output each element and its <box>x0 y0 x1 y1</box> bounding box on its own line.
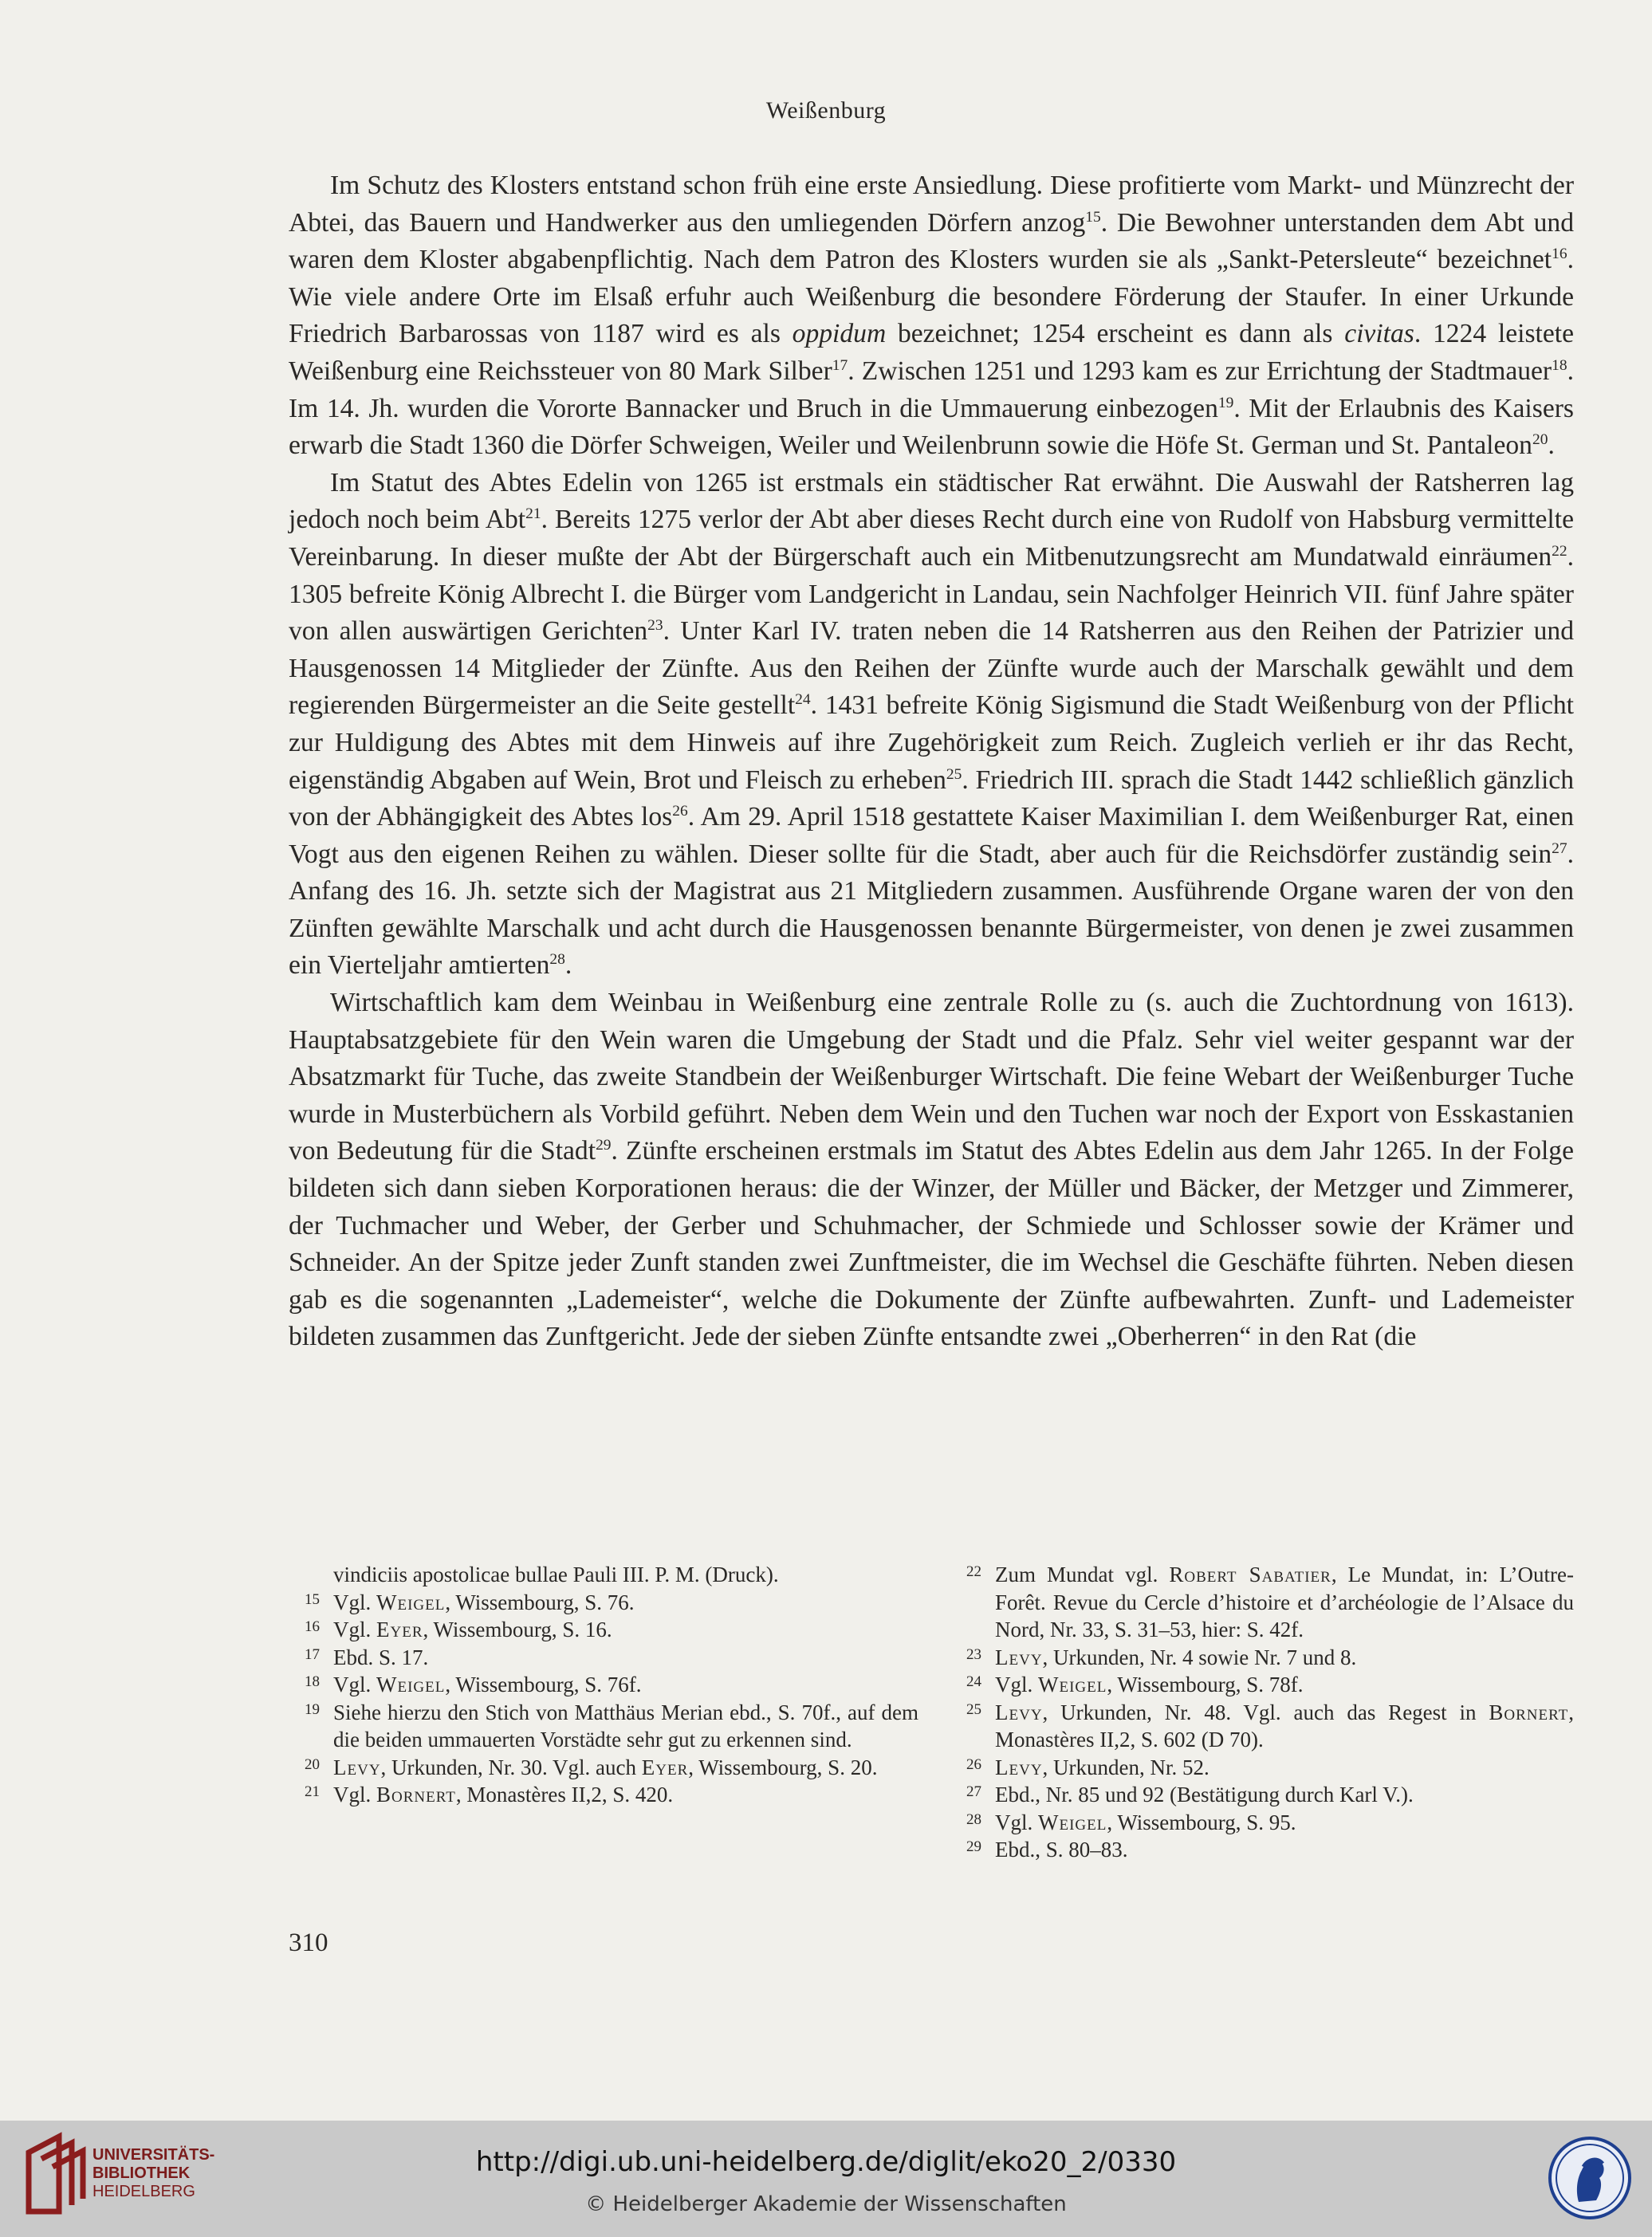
text-run: , Wissembourg, S. 76. <box>445 1590 635 1614</box>
footnote-number: 17 <box>305 1645 320 1663</box>
text-run: Ebd., S. 80–83. <box>995 1838 1128 1862</box>
text-run: vindiciis apostolicae bullae Pauli III. P. M. (Druck). <box>333 1563 779 1586</box>
author-name: Weigel <box>1038 1673 1107 1696</box>
text-run: . Wie viele andere Orte im Elsaß erfuhr auch Weißenburg die besondere Förderung der Staufer. In einer Urkunde Friedrich Barbarossas von 1187 wird es als <box>289 245 1574 349</box>
footnote-ref: 29 <box>596 1137 612 1154</box>
footnote <box>968 1561 1574 1644</box>
copyright-notice: © Heidelberger Akademie der Wissenschaften <box>585 2192 1067 2216</box>
text-run: Ebd. S. 17. <box>333 1645 429 1669</box>
author-name: Weigel <box>376 1673 446 1696</box>
text-run: Vgl. <box>995 1673 1038 1696</box>
footnote <box>306 1754 918 1782</box>
paragraph <box>289 985 1574 1356</box>
body-text <box>289 167 1574 1356</box>
text-run: Ebd., Nr. 85 und 92 (Bestätigung durch Karl V.). <box>995 1783 1414 1807</box>
text-run: Zum Mundat vgl. <box>995 1563 1170 1586</box>
author-name: Eyer <box>641 1755 689 1779</box>
text-run: . Mit der Erlaubnis des Kaisers erwarb die Stadt 1360 die Dörfer Schweigen, Weiler und Weilenbrunn sowie die Höfe St. German und St. Pantaleon <box>289 393 1574 461</box>
footnote-ref: 28 <box>549 951 565 969</box>
italic-term: civitas <box>1344 319 1414 349</box>
footnotes-left <box>306 1561 918 1809</box>
text-run: Siehe hierzu den Stich von Matthäus Merian ebd., S. 70f., auf dem die beiden ummauerten Vorstädte sehr gut zu erkennen sind. <box>333 1700 918 1751</box>
italic-term: oppidum <box>792 319 887 349</box>
text-run: . <box>564 950 572 981</box>
footnote <box>306 1699 918 1754</box>
footnote-number: 22 <box>966 1563 981 1580</box>
footnote-ref: 26 <box>672 802 688 820</box>
footnote <box>968 1809 1574 1837</box>
author-name: Levy <box>995 1700 1043 1724</box>
text-run: . <box>1548 430 1555 461</box>
text-run: , Urkunden, Nr. 30. Vgl. auch <box>380 1755 642 1779</box>
author-name: Weigel <box>1038 1810 1107 1834</box>
text-run: , Wissembourg, S. 95. <box>1107 1810 1296 1834</box>
paragraph <box>289 465 1574 985</box>
text-run: . Die Bewohner unterstanden dem Abt und waren dem Kloster abgabenpflichtig. Nach dem Patron des Klosters wurden sie als „Sankt-Petersleute“ bezeichnet <box>289 207 1574 275</box>
text-run: Vgl. <box>995 1810 1038 1834</box>
footnote-ref: 17 <box>832 356 848 374</box>
footnote-ref: 25 <box>946 765 962 783</box>
footnote-ref: 21 <box>525 505 541 523</box>
footnote-number: 16 <box>305 1618 320 1635</box>
footnote <box>968 1754 1574 1782</box>
page-number: 310 <box>289 1928 328 1957</box>
author-name: Robert Sabatier <box>1169 1563 1331 1586</box>
footnote-number: 28 <box>966 1810 981 1828</box>
footnote-ref: 23 <box>647 616 663 634</box>
footnote <box>968 1699 1574 1754</box>
footnote-ref: 15 <box>1085 208 1101 226</box>
paragraph <box>289 167 1574 465</box>
text-run: . Anfang des 16. Jh. setzte sich der Magistrat aus 21 Mitgliedern zusammen. Ausführende Organe waren der von den Zünften gewählte Marschalk und acht durch die Hausgenossen benannte Bürgermeister, von denen je zwei zusammen ein Vierteljahr amtierten <box>289 839 1574 981</box>
author-name: Bornert <box>376 1783 456 1807</box>
text-run: Wirtschaftlich kam dem Weinbau in Weißenburg eine zentrale Rolle zu (s. auch die Zuchtordnung von 1613). Hauptabsatzgebiete für den Wein waren die Umgebung der Stadt und die Pfalz. Sehr viel weiter gespannt war der Absatzmarkt für Tuche, das zweite Standbein der Weißenburger Wirtschaft. Die feine Webart der Weißenburger Tuche wurde in Musterbüchern als Vorbild geführt. Neben dem Wein und den Tuchen war noch der Export von Esskastanien von Bedeutung für die Stadt <box>289 988 1574 1166</box>
footnote-number: 21 <box>305 1783 320 1800</box>
text-run: , Wissembourg, S. 20. <box>688 1755 878 1779</box>
footnote-number: 24 <box>966 1673 981 1690</box>
footnote <box>306 1671 918 1699</box>
footnote-ref: 27 <box>1552 839 1567 857</box>
text-run: Im Schutz des Klosters entstand schon früh eine erste Ansiedlung. Diese profitierte vom Markt- und Münzrecht der Abtei, das Bauern und Handwerker aus den umliegenden Dörfern anzog <box>289 171 1574 238</box>
digitization-footer <box>0 2121 1652 2237</box>
footnote <box>306 1616 918 1644</box>
footnote-ref: 18 <box>1552 356 1567 374</box>
author-name: Levy <box>333 1755 381 1779</box>
author-name: Levy <box>995 1755 1043 1779</box>
text-run: Im Statut des Abtes Edelin von 1265 ist erstmals ein städtischer Rat erwähnt. Die Auswahl der Ratsherren lag jedoch noch beim Abt <box>289 467 1574 535</box>
text-run: , Le Mundat, in: L’Outre-Forêt. Revue du Cercle d’histoire et d’archéologie de l’Alsace du Nord, Nr. 33, S. 31–53, hier: S. 42f. <box>995 1563 1574 1641</box>
text-run: Vgl. <box>333 1590 376 1614</box>
text-run: , Urkunden, Nr. 48. Vgl. auch das Regest in <box>1042 1700 1489 1724</box>
author-name: Eyer <box>376 1618 423 1641</box>
university-line: HEIDELBERG <box>92 2183 195 2200</box>
footnote-number: 18 <box>305 1673 320 1690</box>
footnotes-right <box>968 1561 1574 1864</box>
footnote <box>968 1836 1574 1864</box>
footnote-ref: 16 <box>1552 246 1567 262</box>
university-line: UNIVERSITÄTS- <box>92 2146 215 2164</box>
text-run: . Friedrich III. sprach die Stadt 1442 schließlich gänzlich von der Abhängigkeit des Abtes los <box>289 765 1574 832</box>
running-head: Weißenburg <box>765 97 887 124</box>
footnote-number: 20 <box>305 1755 320 1773</box>
text-run: Vgl. <box>333 1618 376 1641</box>
footnote-number: 27 <box>966 1783 981 1800</box>
footnote <box>968 1644 1574 1672</box>
footnote-number: 26 <box>966 1755 981 1773</box>
text-run: , Monastères II,2, S. 420. <box>455 1783 674 1807</box>
text-run: . 1431 befreite König Sigismund die Stadt Weißenburg von der Pflicht zur Huldigung des Abtes mit dem Hinweis auf ihre Zugehörigkeit zum Reich. Zugleich verlieh er ihr das Recht, eigenständig Abgaben auf Wein, Brot und Fleisch zu erheben <box>289 690 1574 795</box>
footnote-ref: 20 <box>1532 430 1548 448</box>
text-run: , Wissembourg, S. 76f. <box>445 1673 642 1696</box>
footnote-number: 19 <box>305 1700 320 1718</box>
text-run: . Bereits 1275 verlor der Abt aber dieses Recht durch eine von Rudolf von Habsburg vermittelte Vereinbarung. In dieser mußte der Abt der Bürgerschaft auch ein Mitbenutzungsrecht am Mundatwald einräumen <box>289 505 1574 572</box>
text-run: , Wissembourg, S. 16. <box>423 1618 612 1641</box>
footnote-number: 25 <box>966 1700 981 1718</box>
footnote-ref: 22 <box>1552 542 1567 560</box>
text-run: Vgl. <box>333 1673 376 1696</box>
footnote-number: 23 <box>966 1645 981 1663</box>
footnote <box>306 1781 918 1809</box>
footnote <box>968 1781 1574 1809</box>
footnote-ref: 19 <box>1217 394 1234 411</box>
text-run: . Zünfte erscheinen erstmals im Statut des Abtes Edelin aus dem Jahr 1265. In der Folge bildeten sich dann sieben Korporationen heraus: die der Winzer, der Müller und Bäcker, der Metzger und Zimmerer, der Tuchmacher und Weber, der Gerber und Schuhmacher, der Schmiede und Schlosser sowie der Krämer und Schneider. An der Spitze jeder Zunft standen zwei Zunftmeister, die im Wechsel die Geschäfte führten. Neben diesen gab es die sogenannten „Lademeister“, welche die Dokumente der Zünfte aufbewahrten. Zunft- und Lademeister bildeten zusammen das Zunftgericht. Jede der sieben Zünfte entsandte zwei „Oberherren“ in den Rat (die <box>289 1136 1575 1352</box>
author-name: Levy <box>995 1645 1043 1669</box>
text-run: . Am 29. April 1518 gestattete Kaiser Maximilian I. dem Weißenburger Rat, einen Vogt aus den eigenen Reihen zu wählen. Dieser sollte für die Stadt, aber auch für die Reichsdörfer zuständig sein <box>289 802 1574 869</box>
academy-seal-icon <box>1547 2135 1633 2221</box>
text-run: bezeichnet; 1254 erscheint es dann als <box>886 319 1345 349</box>
university-line: BIBLIOTHEK <box>92 2164 191 2182</box>
text-run: , Wissembourg, S. 78f. <box>1107 1673 1304 1696</box>
source-url-link[interactable]: http://digi.ub.uni-heidelberg.de/diglit/eko20_2/0330 <box>475 2146 1177 2178</box>
text-run: . Unter Karl IV. traten neben die 14 Ratsherren aus den Reihen der Patrizier und Hausgenossen 14 Mitglieder der Zünfte. Aus den Reihen der Zünfte wurde auch der Marschalk gewählt und dem regierenden Bürgermeister an die Seite gestellt <box>289 616 1574 721</box>
footnote <box>306 1644 918 1672</box>
footnote <box>968 1671 1574 1699</box>
footnote-number: 15 <box>305 1590 320 1608</box>
author-name: Bornert <box>1489 1700 1569 1724</box>
text-run: Vgl. <box>333 1783 376 1807</box>
text-run: , Urkunden, Nr. 52. <box>1042 1755 1210 1779</box>
footnote <box>306 1561 918 1589</box>
text-run: . 1305 befreite König Albrecht I. die Bürger vom Landgericht in Landau, sein Nachfolger Heinrich VII. fünf Jahre später von allen auswärtigen Gerichten <box>289 541 1574 647</box>
text-run: , Urkunden, Nr. 4 sowie Nr. 7 und 8. <box>1042 1645 1357 1669</box>
text-run: . Zwischen 1251 und 1293 kam es zur Errichtung der Stadtmauer <box>848 356 1552 386</box>
footnote-number: 29 <box>966 1838 981 1855</box>
footnote-ref: 24 <box>795 691 811 709</box>
text-run: . 1224 leistete Weißenburg eine Reichssteuer von 80 Mark Silber <box>289 319 1574 386</box>
text-run: . Im 14. Jh. wurden die Vororte Bannacker und Bruch in die Ummauerung einbezogen <box>289 356 1574 423</box>
author-name: Weigel <box>376 1590 446 1614</box>
footnote <box>306 1589 918 1617</box>
text-run: , Monastères II,2, S. 602 (D 70). <box>995 1700 1574 1751</box>
